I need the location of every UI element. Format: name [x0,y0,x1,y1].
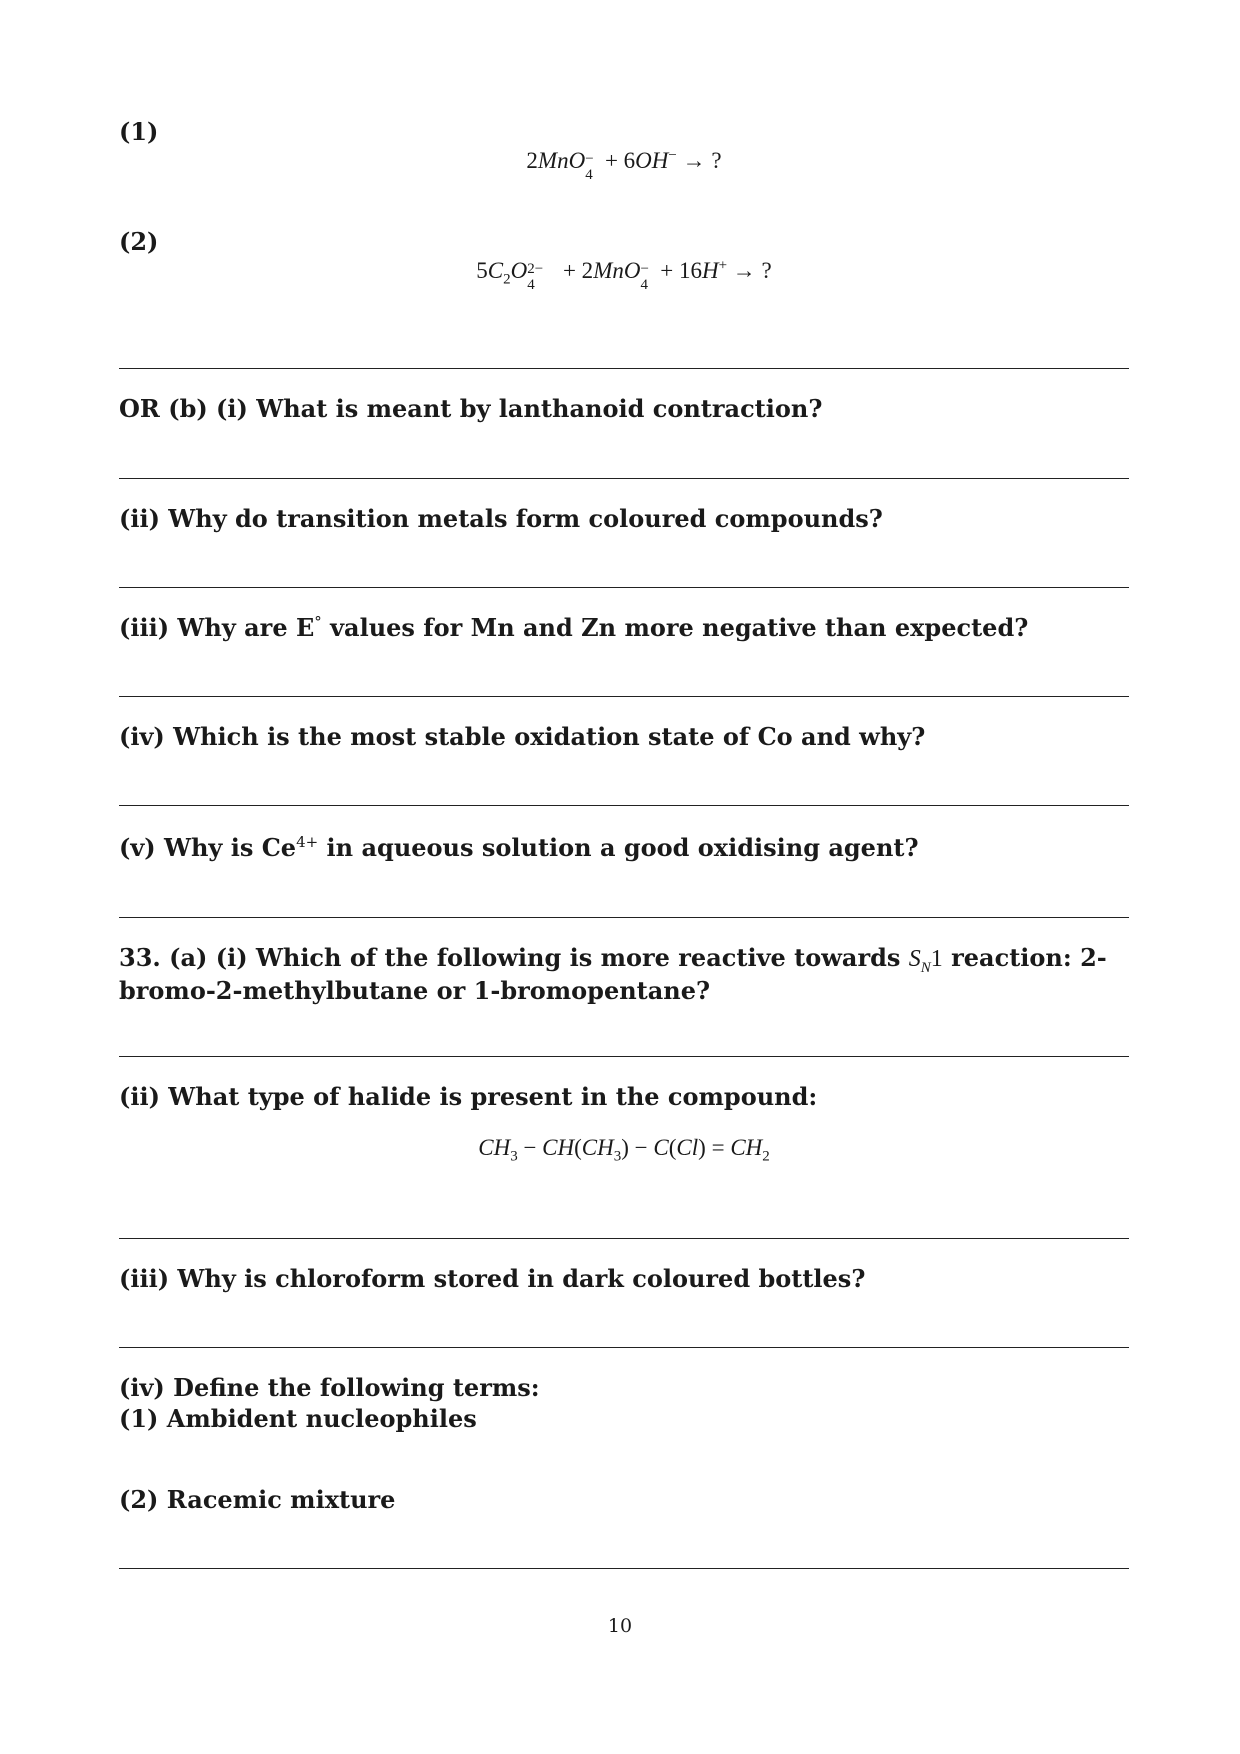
divider [119,587,1129,588]
equation-1: 2MnO − 4 + 6OH− → ? [526,147,722,183]
divider [119,1238,1129,1239]
divider [119,917,1129,918]
question-33-iv: (iv) Define the following terms: [119,1373,540,1402]
divider [119,478,1129,479]
question-33-a-i: 33. (a) (i) Which of the following is more reactive towards $S_N1$ reaction: 2-bromo-2-methylbutane or 1-bromopentane? [119,943,1107,1005]
divider [119,696,1129,697]
question-v: (v) Why is $Ce^{4+}$ in aqueous solution a good oxidising agent? [119,833,919,862]
equation-3: $CH_3 - CH(CH_3) - C(Cl) = CH_2$ [478,1135,770,1165]
question-33-iii: (iii) Why is chloroform stored in dark coloured bottles? [119,1264,866,1293]
question-iii: (iii) Why are E° values for Mn and Zn more negative than expected? [119,613,1029,642]
divider [119,805,1129,806]
divider [119,1056,1129,1057]
question-or-b-i: OR (b) (i) What is meant by lanthanoid contraction? [119,394,823,423]
item-label-2: (2) [119,227,159,256]
equation-2: $5C_2O$ 2− 4 + 2MnO − 4 + 16H+ → ? [476,257,772,293]
divider [119,1347,1129,1348]
term-2: (2) Racemic mixture [119,1485,396,1514]
divider [119,1568,1129,1569]
divider [119,368,1129,369]
term-1: (1) Ambident nucleophiles [119,1404,477,1433]
page-number: 10 [607,1615,633,1637]
question-iv: (iv) Which is the most stable oxidation state of Co and why? [119,722,926,751]
question-ii: (ii) Why do transition metals form coloured compounds? [119,504,883,533]
question-33-ii: (ii) What type of halide is present in the compound: [119,1082,818,1111]
item-label-1: (1) [119,117,159,146]
